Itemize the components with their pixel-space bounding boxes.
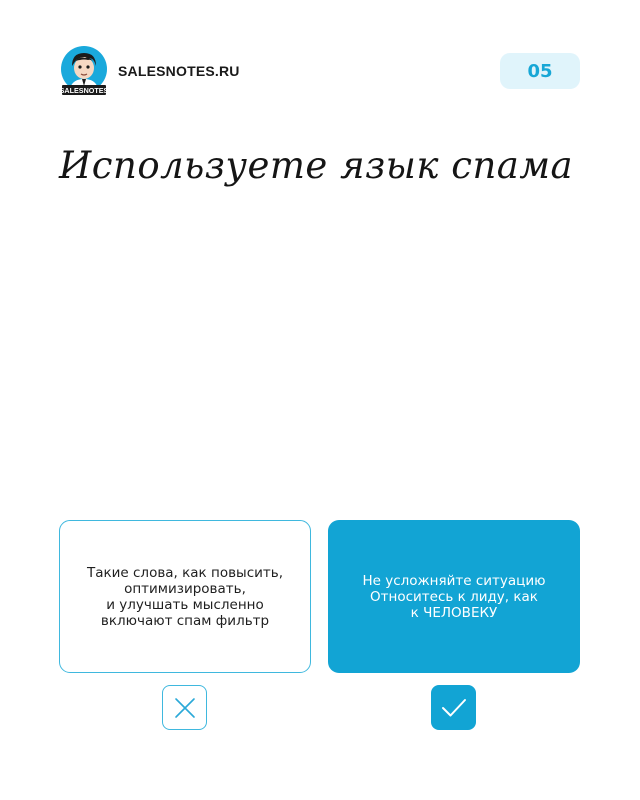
logo-label: SALESNOTES bbox=[59, 86, 109, 95]
brand-name: SALESNOTES.RU bbox=[118, 63, 240, 79]
good-example-line: Относитесь к лиду, как bbox=[370, 588, 538, 605]
checkmark-icon bbox=[431, 685, 476, 730]
bad-example-line: включают спам фильтр bbox=[100, 612, 270, 629]
slide-title: Используете язык спама bbox=[59, 144, 574, 187]
good-example-line: Не усложняйте ситуацию bbox=[362, 572, 546, 589]
good-example-line: к ЧЕЛОВЕКУ bbox=[410, 604, 498, 621]
page-number-badge: 05 bbox=[500, 53, 580, 89]
bad-example-line: и улучшать мысленно bbox=[106, 596, 264, 613]
bad-example-card bbox=[59, 520, 311, 673]
bad-example-line: оптимизировать, bbox=[124, 580, 246, 597]
good-example-text bbox=[362, 573, 545, 621]
header bbox=[59, 46, 580, 96]
cross-icon bbox=[162, 685, 207, 730]
salesnotes-logo bbox=[59, 46, 109, 96]
bad-example-line: Такие слова, как повысить, bbox=[86, 564, 284, 581]
bad-example-text bbox=[87, 565, 283, 629]
good-example-card bbox=[328, 520, 580, 673]
